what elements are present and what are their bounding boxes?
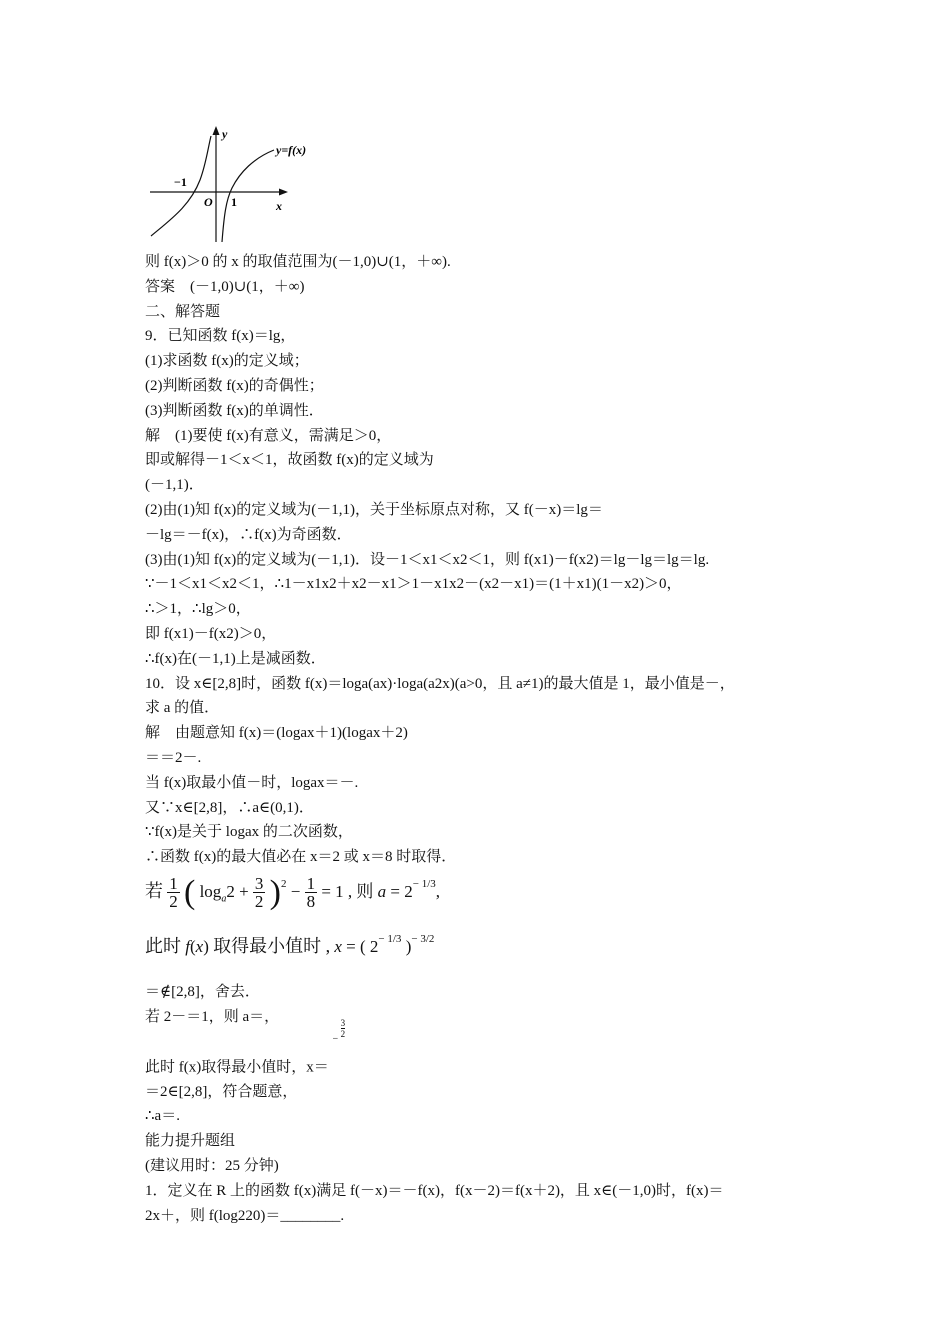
- curve-label: y=f(x): [276, 143, 307, 157]
- text-line: 当 f(x)取最小值－时，logax＝－.: [145, 774, 359, 791]
- text-line: ∴f(x)在(－1,1)上是减函数．: [145, 650, 326, 667]
- text-line: (－1,1)．: [145, 477, 204, 494]
- tick-1-label: 1: [231, 195, 237, 209]
- text-line: (1)求函数 f(x)的定义域；: [145, 353, 309, 370]
- text-line: (建议用时：25 分钟): [145, 1157, 279, 1174]
- text-line: (3)由(1)知 f(x)的定义域为(－1,1)．设－1＜x1＜x2＜1，则 f(x1)－f(x2)＝lg－lg＝lg＝lg.: [145, 551, 710, 568]
- text-line: 1．定义在 R 上的函数 f(x)满足 f(－x)＝－f(x)，f(x－2)＝f(x＋2)，且 x∈(－1,0)时，f(x)＝: [145, 1182, 724, 1199]
- text-line: (2)由(1)知 f(x)的定义域为(－1,1)，关于坐标原点对称，又 f(－x)＝lg＝: [145, 501, 603, 518]
- fraction-half: $\frac{1}{2}$: [169, 874, 178, 912]
- text-line: 二、解答题: [145, 303, 221, 320]
- text-line: 则 f(x)＞0 的 x 的取值范围为(－1,0)∪(1，＋∞).: [145, 254, 451, 270]
- text-line: ∵f(x)是关于 logax 的二次函数，: [145, 824, 353, 841]
- x-axis-arrow: [279, 189, 288, 196]
- text-line: 10．设 x∈[2,8]时，函数 f(x)＝loga(ax)·loga(a2x)(a>0，且 a≠1)的最大值是 1，最小值是－，: [145, 675, 735, 692]
- text-line: ∴a＝.: [145, 1108, 180, 1125]
- tick-neg1-label: −1: [174, 175, 187, 189]
- log-text: log: [199, 881, 222, 901]
- text-line: ∴函数 f(x)的最大值必在 x＝2 或 x＝8 时取得．: [145, 849, 457, 866]
- text-line: ∵－1＜x1＜x2＜1，∴1－x1x2＋x2－x1＞1－x1x2－(x2－x1)＝(1＋x1)(1－x2)＞0，: [145, 576, 682, 593]
- text-line-with-exponent: 此时 f(x)取得最小值时，x＝ − $\frac{3}{2}$: [145, 1017, 346, 1075]
- fraction-1-8: $\frac{1}{8}$: [306, 874, 316, 912]
- text-line: 求 a 的值．: [145, 700, 220, 717]
- math-equation-1: 若 $\frac{1}{2}$ ( $\log_a2$ + $\frac{3}{2}$ )$^2$ − $\frac{1}{8}$ = 1 , 则 $a = 2^{- 1/3}$,: [145, 873, 441, 912]
- text-line: 即或解得－1＜x＜1，故函数 f(x)的定义域为: [145, 452, 434, 469]
- curve-right: [222, 150, 274, 242]
- function-graph: [142, 124, 322, 248]
- right-paren: ): [269, 873, 281, 911]
- y-axis-arrow: [213, 126, 220, 135]
- text-line: (2)判断函数 f(x)的奇偶性；: [145, 377, 324, 394]
- text-line: 9．已知函数 f(x)＝lg，: [145, 328, 296, 345]
- text-line: (3)判断函数 f(x)的单调性．: [145, 402, 324, 419]
- x-label: x: [276, 199, 282, 213]
- math1-prefix: 若: [145, 880, 163, 901]
- math-equation-2: 此时 f(x) 取得最小值时 , x = ( $2^{- 1/3}$ )$^{- 3/2}$: [145, 932, 435, 956]
- left-paren: (: [184, 873, 196, 911]
- text-line: 即 f(x1)－f(x2)＞0，: [145, 625, 277, 642]
- text-line: 解 由题意知 f(x)＝(logax＋1)(logax＋2): [145, 725, 408, 742]
- text-line: ＝＝2－.: [145, 749, 202, 766]
- text-line: ∴＞1，∴lg＞0，: [145, 601, 251, 618]
- text-line: ＝2∈[2,8]，符合题意，: [145, 1083, 298, 1100]
- text-line: 又∵x∈[2,8]，∴a∈(0,1)．: [145, 799, 314, 816]
- origin-label: O: [204, 195, 213, 209]
- text-line: 能力提升题组: [145, 1133, 236, 1150]
- text-line: ＝∉[2,8]，舍去．: [145, 983, 260, 1000]
- y-label: y: [222, 127, 228, 141]
- text-line: 2x＋，则 f(log220)＝________.: [145, 1207, 345, 1224]
- fraction-3-2: $\frac{3}{2}$: [254, 874, 264, 912]
- text-line: 若 2－＝1，则 a＝，: [145, 1008, 280, 1025]
- text-line: －lg＝－f(x)，∴f(x)为奇函数．: [145, 526, 352, 543]
- text-line: 答案 (－1,0)∪(1，＋∞): [145, 278, 305, 295]
- text-line: 解 (1)要使 f(x)有意义，需满足＞0，: [145, 427, 392, 444]
- document-body: [145, 250, 825, 1228]
